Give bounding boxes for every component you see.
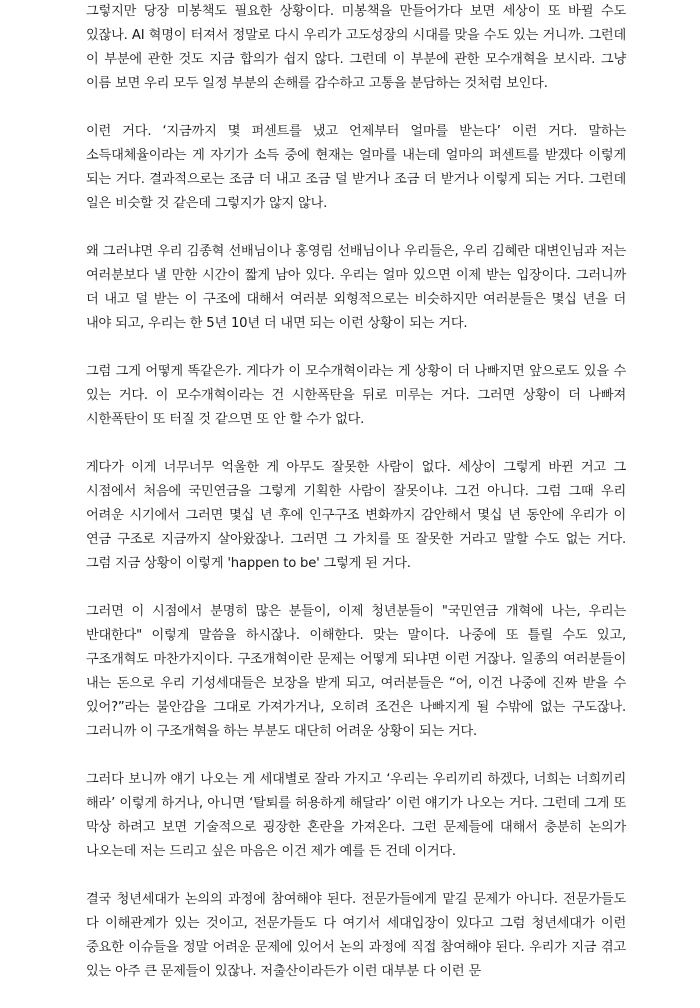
paragraph-8: 결국 청년세대가 논의의 과정에 참여해야 된다. 전문가들에게 맡길 문제가 아니다. 전문가들도 다 이해관계가 있는 것이고, 전문가들도 다 여기서 세대입장이 있다고 그럼 청년세대가 이런 중요한 이슈들을 정말 어려운 문제에 있어서 논의 과정에 직접 참여해야 된다. 우리가 지금 겪고 있는 아주 큰 문제들이 있잖나. 저출산이라든가 이런 대부분 다 이런 문 [86, 892, 626, 979]
paragraph-5: 게다가 이게 너무너무 억울한 게 아무도 잘못한 사람이 없다. 세상이 그렇게 바뀐 거고 그 시점에서 처음에 국민연금을 그렇게 기획한 사람이 잘못이냐. 그건 아니다. 그럼 그때 우리 어려운 시기에서 그러면 몇십 년 후에 인구구조 변화까지 감안해서 몇십 년 동안에 우리가 이 연금 구조로 지금까지 살아왔잖나. 그러면 그 가치를 또 잘못한 거라고 말할 수도 없는 거다. 그럼 지금 상황이 이렇게 'happen to be' 그렇게 된 거다. [86, 460, 626, 571]
document-page [86, 0, 626, 1008]
paragraph-4: 그럼 그게 어떻게 똑같은가. 게다가 이 모수개혁이라는 게 상황이 더 나빠지면 앞으로도 있을 수 있는 거다. 이 모수개혁이라는 건 시한폭탄을 뒤로 미루는 거다. 그러면 상황이 더 나빠져 시한폭탄이 또 터질 것 같으면 또 안 할 수가 없다. [86, 364, 626, 427]
paragraph-7: 그러다 보니까 얘기 나오는 게 세대별로 잘라 가지고 ‘우리는 우리끼리 하겠다, 너희는 너희끼리 해라’ 이렇게 하거나, 아니면 ‘탈퇴를 허용하게 해달라’ 이런 얘기가 나오는 거다. 그런데 그게 또 막상 하려고 보면 기술적으로 굉장한 혼란을 가져온다. 그런 문제들에 대해서 충분히 논의가 나오는데 저는 드리고 싶은 마음은 이건 제가 예를 든 건데 이거다. [86, 772, 626, 859]
paragraph-2: 이런 거다. ‘지금까지 몇 퍼센트를 냈고 언제부터 얼마를 받는다’ 이런 거다. 말하는 소득대체율이라는 게 자기가 소득 중에 현재는 얼마를 내는데 얼마의 퍼센트를 받겠다 이렇게 되는 거다. 결과적으로는 조금 더 내고 조금 덜 받거나 조금 더 받거나 이렇게 되는 거다. 그런데 일은 비슷할 것 같은데 그렇지가 않지 않나. [86, 124, 626, 211]
paragraph-3: 왜 그러냐면 우리 김종혁 선배님이나 홍영림 선배님이나 우리들은, 우리 김혜란 대변인님과 저는 여러분보다 낼 만한 시간이 짧게 남아 있다. 우리는 얼마 있으면 이제 받는 입장이다. 그러니까 더 내고 덜 받는 이 구조에 대해서 여러분 외형적으로는 비슷하지만 여러분들은 몇십 년을 더 내야 되고, 우리는 한 5년 10년 더 내면 되는 이런 상황이 되는 거다. [86, 244, 626, 331]
paragraph-6: 그러면 이 시점에서 분명히 많은 분들이, 이제 청년분들이 "국민연금 개혁에 나는, 우리는 반대한다" 이렇게 말씀을 하시잖나. 이해한다. 맞는 말이다. 나중에 또 틀릴 수도 있고, 구조개혁도 마찬가지이다. 구조개혁이란 문제는 어떻게 되냐면 이런 거잖나. 일종의 여러분들이 내는 돈으로 우리 기성세대들은 보장을 받게 되고, 여러분들은 “어, 이건 나중에 진짜 받을 수 있어?”라는 불안감을 그대로 가져가거나, 오히려 조건은 나빠지게 될 수밖에 없는 구도잖나. 그러니까 이 구조개혁을 하는 부분도 대단히 어려운 상황이 되는 거다. [86, 604, 626, 739]
paragraph-1: 그렇지만 당장 미봉책도 필요한 상황이다. 미봉책을 만들어가다 보면 세상이 또 바뀔 수도 있잖나. AI 혁명이 터져서 정말로 다시 우리가 고도성장의 시대를 맞을 수도 있는 거니까. 그런데 이 부분에 관한 것도 지금 합의가 쉽지 않다. 그런데 이 부분에 관한 모수개혁을 보시라. 그냥 이름 보면 우리 모두 일정 부분의 손해를 감수하고 고통을 분담하는 것처럼 보인다. [86, 4, 626, 91]
